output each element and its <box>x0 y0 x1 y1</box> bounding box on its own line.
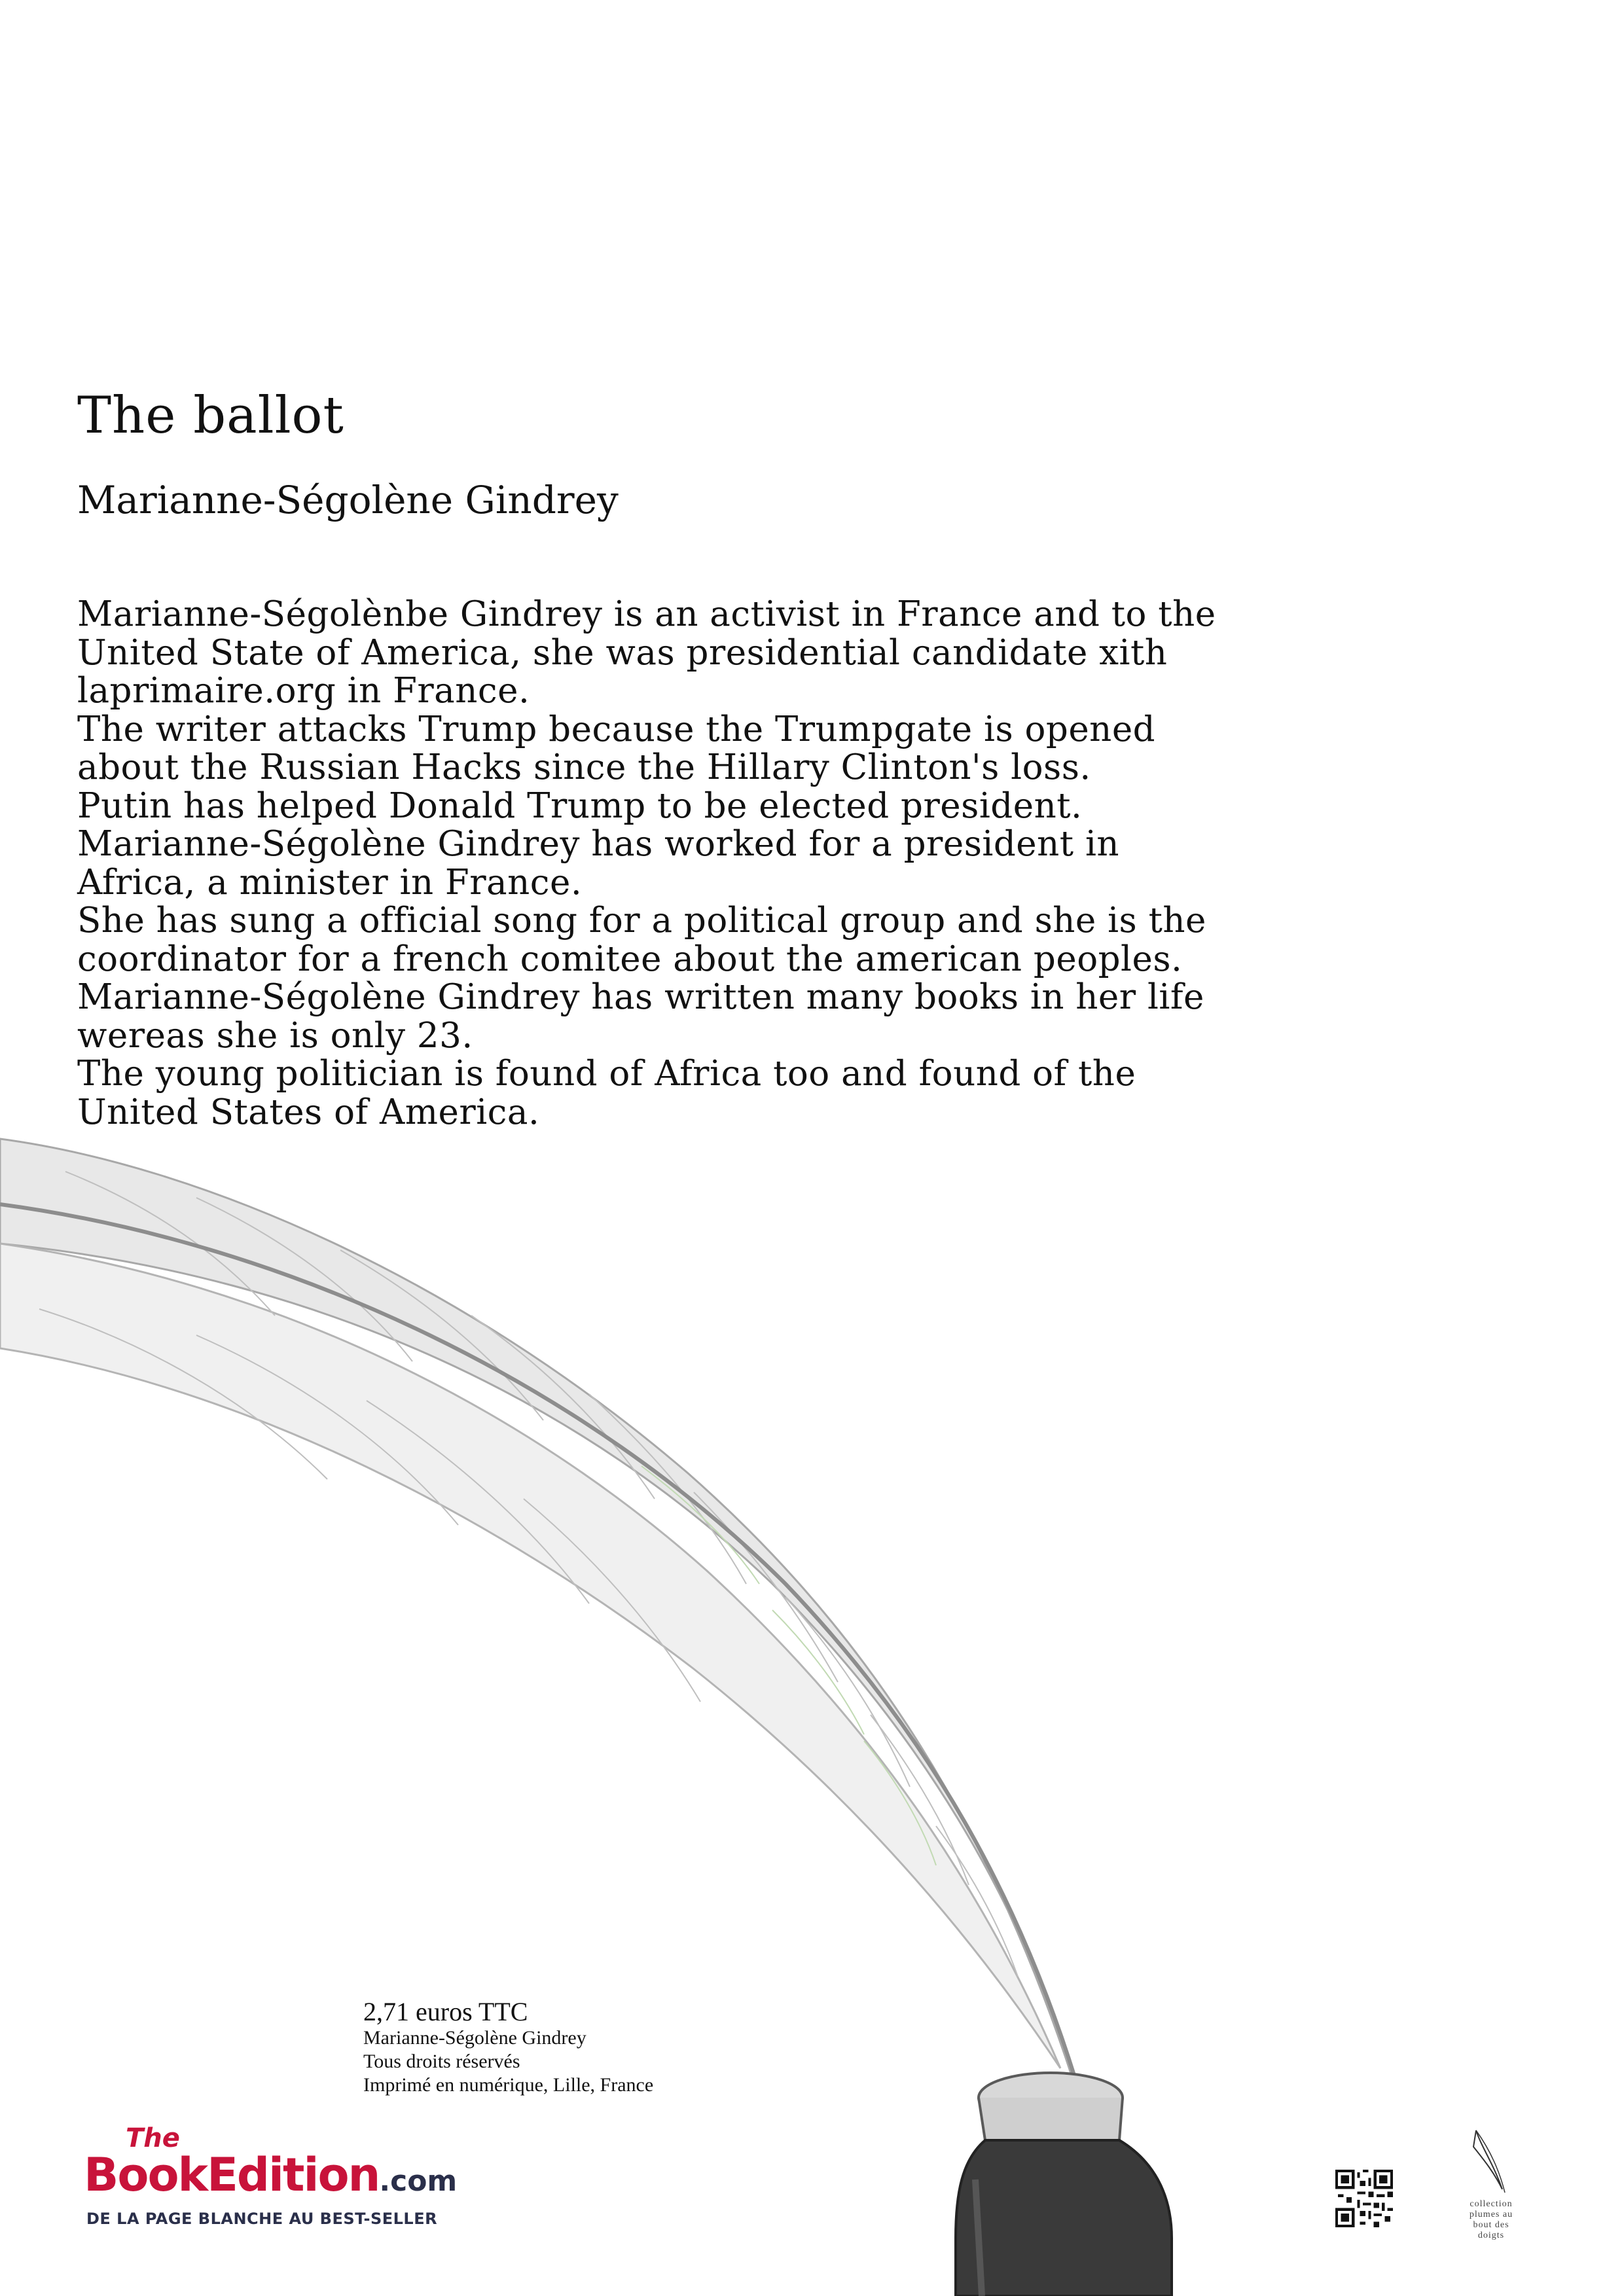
collection-mark <box>1452 2127 1530 2258</box>
quill-icon <box>1468 2127 1514 2199</box>
blurb-paragraph: Marianne-Ségolènbe Gindrey is an activist in France and to the United State of America, she was presidential candidate xith laprimaire.org in France. <box>77 594 1216 711</box>
author-name: Marianne-Ségolène Gindrey <box>77 478 619 522</box>
collection-line: plumes au <box>1469 2210 1513 2219</box>
inkwell-illustration <box>956 2073 1172 2296</box>
collection-line: bout des <box>1473 2220 1509 2230</box>
logo-brand <box>84 2148 457 2202</box>
collection-line: doigts <box>1477 2231 1505 2240</box>
collection-line: collection <box>1470 2199 1513 2209</box>
page-title: The ballot <box>77 386 344 445</box>
blurb <box>77 596 1229 1132</box>
publisher-logo <box>84 2123 477 2254</box>
colophon-rights: Tous droits réservés <box>363 2051 520 2072</box>
blurb-paragraph: The young politician is found of Africa too and found of the United States of America. <box>77 1054 1136 1132</box>
colophon-printed: Imprimé en numérique, Lille, France <box>363 2074 654 2096</box>
colophon <box>363 1998 653 2097</box>
blurb-paragraph: Marianne-Ségolène Gindrey has written many books in her life wereas she is only 23. <box>77 977 1204 1056</box>
blurb-paragraph: The writer attacks Trump because the Trumpgate is opened about the Russian Hacks since the Hillary Clinton's loss. <box>77 709 1156 787</box>
blurb-paragraph: Marianne-Ségolène Gindrey has worked for a president in Africa, a minister in France. <box>77 824 1120 903</box>
qr-code <box>1335 2170 1393 2227</box>
logo-domain: .com <box>379 2164 458 2198</box>
logo-the: The <box>126 2123 180 2153</box>
price: 2,71 euros TTC <box>363 1997 528 2026</box>
logo-name: BookEdition <box>84 2148 380 2202</box>
blurb-paragraph: Putin has helped Donald Trump to be elected president. <box>77 785 1083 826</box>
publisher-tagline: DE LA PAGE BLANCHE AU BEST-SELLER <box>86 2210 438 2228</box>
blurb-paragraph: She has sung a official song for a political group and she is the coordinator for a french comitee about the american peoples. <box>77 901 1206 979</box>
quill-illustration <box>0 1139 1090 2137</box>
colophon-author: Marianne-Ségolène Gindrey <box>363 2027 586 2049</box>
